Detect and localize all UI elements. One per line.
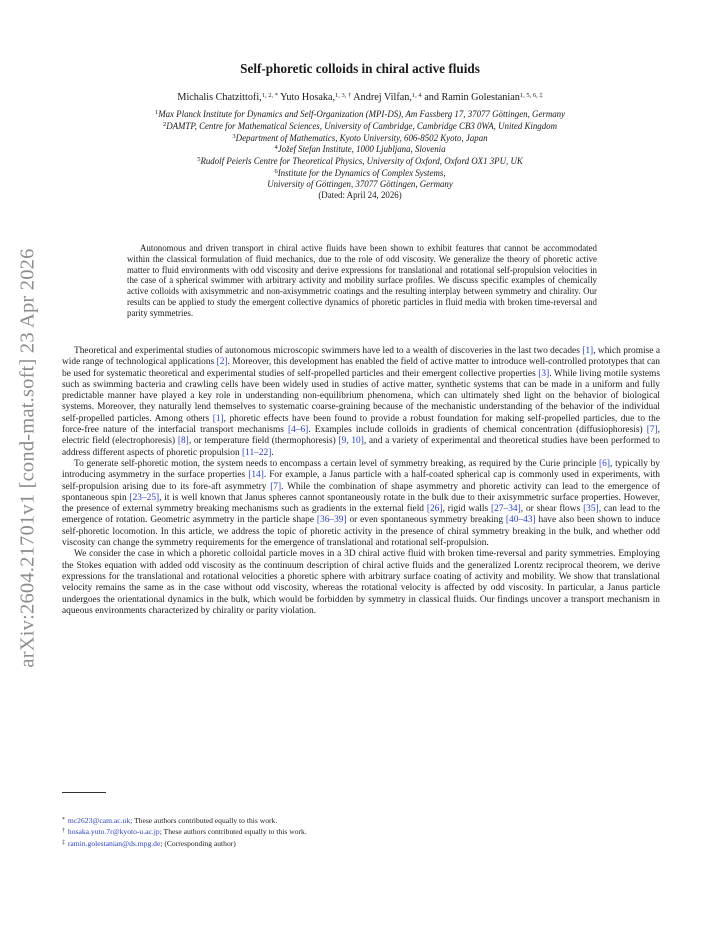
- citation-link[interactable]: [40–43]: [505, 515, 536, 526]
- author-name: Yuto Hosaka,: [280, 92, 336, 103]
- body-text: , can lead to the emergence of rotation. Geometric asymmetry in the particle shape: [62, 504, 660, 526]
- affiliation-text: Jožef Stefan Institute, 1000 Ljubljana, Slovenia: [277, 144, 446, 155]
- citation-link[interactable]: [11–22]: [241, 447, 272, 458]
- affiliation: [80, 167, 640, 179]
- email-link[interactable]: ramin.golestanian@ds.mpg.de: [67, 838, 161, 848]
- citation-link[interactable]: [6]: [599, 458, 610, 469]
- affiliation-mark: 5: [197, 156, 201, 164]
- citation-link[interactable]: [4–6]: [288, 425, 309, 436]
- footnote-text: ; These authors contributed equally to this work.: [159, 827, 307, 837]
- body-text: , and a variety of experimental and theoretical studies have been performed to address different aspects of phoretic propulsion: [62, 436, 660, 458]
- body-paragraph: [62, 549, 660, 617]
- affiliation-text: University of Göttingen, 37077 Göttingen, Germany: [267, 178, 453, 189]
- author-affil-marks: 1, 5, 6, ‡: [519, 92, 543, 99]
- footnote-text: ; (Corresponding author): [160, 838, 236, 848]
- body-paragraph: [62, 459, 660, 549]
- body-text: have also been shown to induce self-phoretic locomotion. In this article, we address the topic of phoretic activity in the presence of chiral symmetry breaking in the bulk, and whether odd viscosity can change the symmetry requirements for the emergence of translational and rotational self-propulsion.: [62, 515, 660, 549]
- affiliation: [80, 155, 640, 167]
- citation-link[interactable]: [36–39]: [316, 515, 347, 526]
- citation-link[interactable]: [9, 10]: [338, 436, 364, 447]
- footnote: [62, 838, 307, 849]
- body-text: , or shear flows: [520, 504, 584, 515]
- footnote-rule: [62, 792, 106, 793]
- citation-link[interactable]: [27–34]: [491, 504, 521, 515]
- footnotes: [62, 815, 307, 849]
- affiliation-mark: 2: [162, 120, 167, 128]
- body-text: , or temperature field (thermophoresis): [188, 436, 339, 447]
- body-text: , which promise a wide range of technological applications: [62, 346, 661, 368]
- affiliation: [80, 143, 640, 155]
- body-text: , rigid walls: [442, 504, 492, 515]
- affiliation-mark: 6: [274, 167, 278, 175]
- body-text: . While the combination of shape asymmetry and phoretic activity can lead to the emergence of spontaneous spin: [62, 481, 660, 503]
- author-name: Michalis Chatzittofi,: [177, 92, 262, 103]
- citation-link[interactable]: [7]: [646, 425, 658, 436]
- footnote: [62, 826, 307, 837]
- arxiv-stamp-text: arXiv:2604.21701v1 [cond-mat.soft] 23 Apr 2026: [16, 248, 39, 668]
- affiliation: [80, 108, 640, 120]
- body-text: , typically by introducing asymmetry in the surface properties: [62, 458, 660, 481]
- citation-link[interactable]: [8]: [177, 436, 189, 447]
- email-link[interactable]: hosaka.yuto.7r@kyoto-u.ac.jp: [67, 827, 160, 837]
- citation-link[interactable]: [1]: [212, 413, 224, 424]
- citation-link[interactable]: [35]: [583, 504, 599, 515]
- affiliation-list: [80, 108, 640, 200]
- affiliation-mark: 1: [154, 109, 159, 116]
- affiliation: [80, 120, 640, 132]
- body-text: .: [271, 447, 274, 458]
- body-text: Theoretical and experimental studies of autonomous microscopic swimmers have led to a wealth of discoveries in the last two decades: [74, 346, 583, 356]
- footnote-text: ; These authors contributed equally to this work.: [130, 816, 278, 825]
- body-paragraph: [62, 346, 660, 459]
- affiliation-text: Department of Mathematics, Kyoto University, 606-8502 Kyoto, Japan: [235, 132, 488, 143]
- citation-link[interactable]: [7]: [270, 481, 282, 492]
- footnote-mark: †: [62, 828, 65, 835]
- affiliation: [80, 179, 640, 190]
- author-list: [0, 92, 720, 103]
- affiliation-text: Max Planck Institute for Dynamics and Self-Organization (MPI-DS), Am Fassberg 17, 37077 Göttingen, Germany: [158, 109, 566, 119]
- citation-link[interactable]: [1]: [582, 346, 594, 356]
- author-name: and Ramin Golestanian: [424, 92, 520, 103]
- affiliation-text: Institute for the Dynamics of Complex Systems,: [277, 167, 446, 178]
- body-text: . Moreover, this development has enabled the field of active matter to introduce well-controlled prototypes that can be used for systematic theoretical and experimental studies of self-propelled particles and their emergent collective properties: [62, 357, 660, 379]
- affiliation-mark: 3: [232, 132, 236, 140]
- body-text: , it is well known that Janus spheres cannot spontaneously rotate in the bulk due to their axisymmetric surface properties. However, the presence of external symmetry breaking mechanisms such as gradients in the external field: [62, 492, 660, 515]
- body-text: or even spontaneous symmetry breaking: [346, 515, 506, 526]
- footnote: [62, 815, 307, 826]
- body-text: . For example, a Janus particle with a half-coated spherical cap is commonly used in experiments, with self-propulsion arising due to its fore-aft asymmetry: [62, 470, 660, 492]
- author-affil-marks: 1, 2, *: [261, 92, 278, 99]
- main-body: [62, 346, 660, 617]
- body-text: . While living motile systems such as swimming bacteria and crawling cells have been widely used in studies of active matter, synthetic systems that can be made in a uniform and fully predictable manner have played a key role in understanding non-equilibrium phenomena, which can ultimately shed light on the behavior of biological systems. Moreover, they naturally lend themselves to systematic coarse-graining because of the mechanistic understanding of the behavior of the individual self-propelled particles. Among others: [62, 368, 660, 424]
- footnote-mark: ‡: [62, 839, 65, 846]
- body-text: We consider the case in which a phoretic colloidal particle moves in a 3D chiral active fluid with broken time-reversal and parity symmetries. Employing the Stokes equation with added odd viscosity as the continuum description of chiral active fluids and the generalized Lorentz reciprocal theorem, we derive expressions for the translational and rotational velocities a phoretic sphere with arbitrary surface coating of activity and mobility. We show that translational velocity remains the same as in the case without odd viscosity, whereas the rotational velocity is affected by odd viscosity. In particular, a Janus particle undergoes the orientational dynamics in the bulk, which would be forbidden by symmetry in classical fluids. Our findings uncover a transport mechanism in aqueous environments characterized by chirality or parity violation.: [62, 549, 660, 616]
- abstract: Autonomous and driven transport in chiral active fluids have been shown to exhibit features that cannot be accommodated within the classical formulation of fluid mechanics, due to the role of odd viscosity. We generalize the theory of phoretic active matter to fluid environments with odd viscosity and derive expressions for translational and rotational self-propulsion velocities in the case of a spherical swimmer with arbitrary activity and mobility surface profiles. We discuss specific examples of chemically active colloids with axisymmetric and non-axisymmetric coatings and the resulting interplay between symmetry and chirality. Our results can be applied to study the emergent collective dynamics of phoretic particles in fluid media with broken time-reversal and parity symmetries.: [127, 243, 597, 318]
- body-text: , electric field (electrophoresis): [62, 425, 660, 447]
- affiliation-text: Rudolf Peierls Centre for Theoretical Physics, University of Oxford, Oxford OX1 3PU, UK: [200, 156, 523, 167]
- email-link[interactable]: mc2623@cam.ac.uk: [67, 816, 131, 825]
- citation-link[interactable]: [26]: [426, 504, 443, 515]
- arxiv-identifier-stamp: [8, 228, 48, 688]
- body-text: To generate self-phoretic motion, the system needs to encompass a certain level of symmetry breaking, as required by the Curie principle: [74, 458, 600, 469]
- citation-link[interactable]: [14]: [248, 470, 264, 481]
- citation-link[interactable]: [3]: [538, 368, 550, 379]
- citation-link[interactable]: [23–25]: [129, 492, 160, 503]
- author-affil-marks: 1, 3, †: [335, 92, 352, 99]
- affiliation-text: DAMTP, Centre for Mathematical Sciences, University of Cambridge, Cambridge CB3 0WA, United Kingdom: [166, 120, 558, 131]
- citation-link[interactable]: [2]: [216, 357, 228, 368]
- author-affil-marks: 1, 4: [411, 92, 422, 99]
- affiliation-mark: 4: [274, 144, 278, 152]
- paper-title: Self-phoretic colloids in chiral active fluids: [240, 61, 480, 76]
- body-text: , phoretic effects have been found to provide a robust foundation for making self-propelled particles, due to the force-free nature of the interfacial transport mechanisms: [62, 413, 660, 436]
- dated-line: (Dated: April 24, 2026): [318, 189, 402, 200]
- author-name: Andrej Vilfan,: [353, 92, 412, 103]
- body-text: . Examples include colloids in gradients of chemical concentration (diffusiophoresis): [308, 425, 647, 436]
- affiliation: [80, 132, 640, 144]
- footnote-mark: *: [62, 817, 65, 823]
